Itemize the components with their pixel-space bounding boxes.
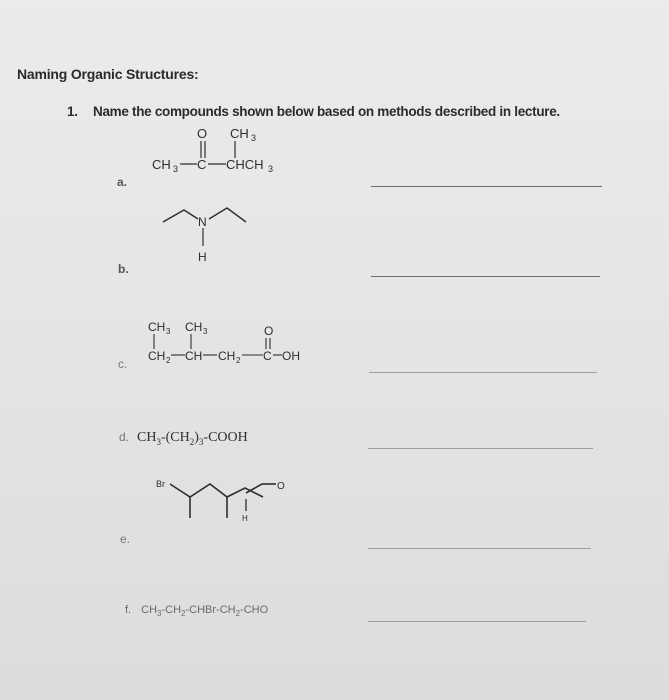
question-number: 1.: [67, 104, 78, 119]
atom-ch3-1: CH: [148, 320, 166, 334]
f-part-7: -CHO: [240, 604, 269, 616]
atom-ch: CH: [185, 349, 203, 363]
f-part-1: CH: [141, 604, 158, 616]
item-a-label: a.: [117, 175, 128, 189]
atom-ch2-2: CH: [218, 349, 236, 363]
atom-n: N: [198, 215, 207, 229]
answer-line-f[interactable]: [368, 621, 586, 622]
atom-h: H: [242, 514, 248, 523]
atom-br: Br: [156, 479, 165, 489]
d-part-1: CH: [137, 430, 157, 445]
d-part-5: ): [194, 430, 199, 445]
atom-ch2-2-sub: 2: [236, 356, 241, 365]
atom-o: O: [264, 324, 274, 338]
d-part-6: 3: [198, 436, 204, 447]
atom-ch3-top: CH: [230, 126, 249, 141]
atom-oh: OH: [282, 349, 300, 363]
atom-o: O: [197, 126, 208, 141]
item-c-label: c.: [118, 357, 128, 371]
atom-ch3-2-sub: 3: [203, 327, 208, 336]
d-part-7: -COOH: [203, 430, 248, 445]
d-part-2: 3: [156, 436, 161, 447]
f-part-2: 3: [157, 609, 162, 619]
atom-o: O: [277, 481, 285, 492]
d-part-3: -(CH: [160, 430, 190, 445]
atom-ch2-1: CH: [148, 349, 166, 363]
d-part-4: 2: [189, 436, 195, 447]
atom-ch3-top-sub: 3: [251, 133, 257, 143]
item-f-label: f.: [125, 604, 132, 616]
page-heading: Naming Organic Structures:: [17, 66, 199, 82]
atom-ch3-left: CH: [152, 157, 171, 172]
item-b-label: b.: [118, 262, 129, 276]
item-d-label: d.: [119, 430, 130, 444]
f-part-5: -CHBr-CH: [185, 604, 236, 616]
atom-ch3-left-sub: 3: [173, 164, 179, 174]
item-f: [125, 604, 268, 618]
atom-chch3-sub: 3: [268, 164, 274, 174]
atom-ch3-1-sub: 3: [166, 327, 171, 336]
f-part-4: 2: [181, 609, 186, 619]
atom-c: C: [263, 349, 272, 363]
question-text: Name the compounds shown below based on methods described in lecture.: [93, 104, 560, 119]
f-part-3: -CH: [161, 604, 182, 616]
item-e-label: e.: [120, 532, 131, 546]
atom-ch3-2: CH: [185, 320, 203, 334]
atom-chch3: CHCH: [226, 157, 264, 172]
answer-line-e[interactable]: [368, 548, 591, 549]
atom-c: C: [197, 157, 207, 172]
atom-ch2-1-sub: 2: [166, 356, 171, 365]
f-part-6: 2: [235, 609, 241, 619]
atom-h: H: [198, 250, 207, 264]
